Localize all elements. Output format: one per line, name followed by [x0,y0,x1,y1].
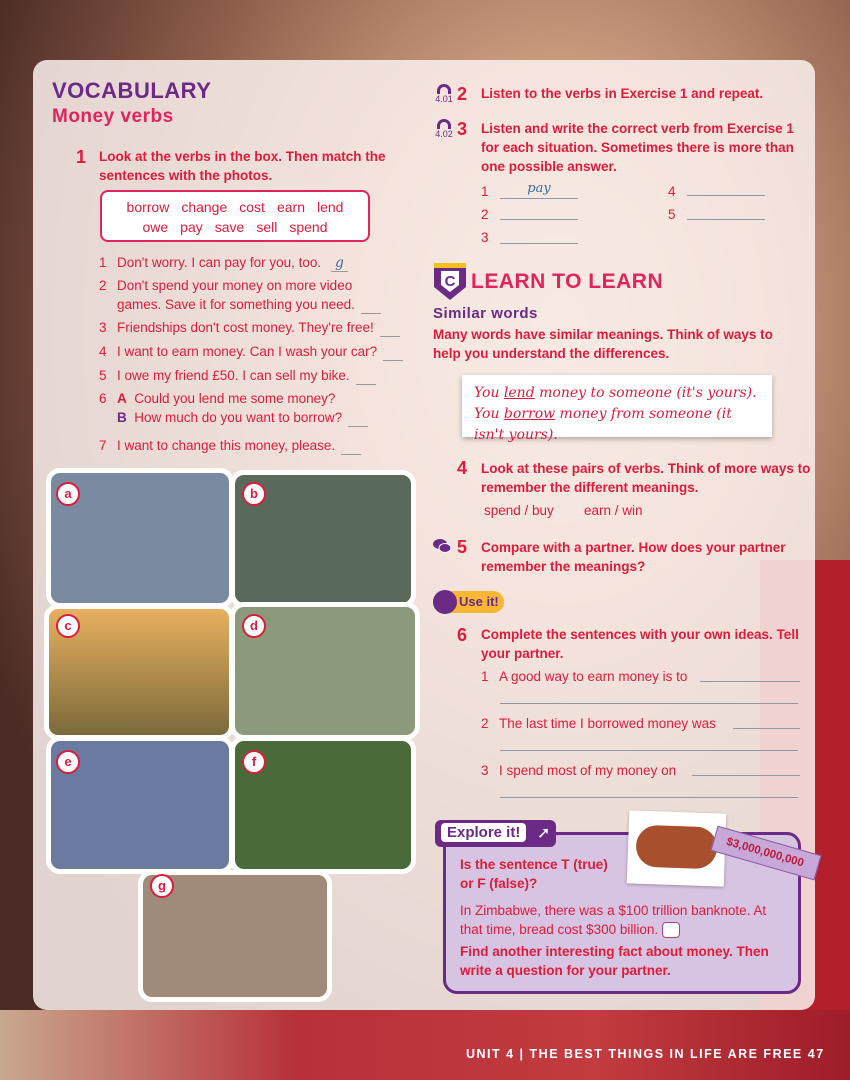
photo-label: b [242,482,266,506]
section-title: VOCABULARY [52,78,212,103]
answer-field[interactable] [687,200,765,220]
answer-number: 2 [481,207,489,222]
answer-number: 4 [668,184,676,199]
explore-question: Is the sentence T (true) or F (false)? [460,857,608,891]
answer-field[interactable] [500,690,798,704]
word: lend [316,199,344,215]
exercise-6-instruction: Complete the sentences with your own ideas. Tell your partner. [481,627,799,661]
list-item: 4 I want to earn money. Can I wash your car? [99,342,403,361]
exercise-5-instruction: Compare with a partner. How does your partner remember the meanings? [481,540,786,574]
answer-field[interactable] [500,224,578,244]
verb-pair: spend / buy [484,503,554,518]
use-it-icon [433,590,457,614]
word: cost [239,199,265,215]
answer-field[interactable] [500,200,578,220]
cursor-click-icon: ➚ [536,825,551,842]
photo-label: c [56,614,80,638]
word-box [100,190,370,242]
list-item: 6 A Could you lend me some money? B How much do you want to borrow? [99,389,368,427]
exercise-1-number: 1 [76,147,87,167]
answer-field[interactable] [692,762,800,776]
list-item: 3 I spend most of my money on [481,763,677,778]
price-tag: $3,000,000,000 [711,826,822,881]
exercise-3-instruction: Listen and write the correct verb from Exercise 1 for each situation. Sometimes there is more than one possible answer. [481,121,794,174]
list-item: 1 A good way to earn money is to [481,669,688,684]
example-note: You lend money to someone (it's yours). You borrow money from someone (it isn't yours). [462,375,772,437]
exercise-1-instruction: Look at the verbs in the box. Then match the sentences with the photos. [99,149,386,183]
explore-task: Find another interesting fact about money. Then write a question for your partner. [460,944,769,978]
learn-subtitle: Similar words [433,305,538,322]
svg-text:C: C [444,273,456,290]
answer-field[interactable] [733,715,800,729]
page-footer: UNIT 4 | THE BEST THINGS IN LIFE ARE FREE 47 [466,1047,825,1061]
photo-label: f [242,750,266,774]
answer-field[interactable] [500,784,798,798]
word: spend [289,219,328,235]
background-photo-bottom [0,1010,850,1080]
explore-fact: In Zimbabwe, there was a $100 trillion banknote. At that time, bread cost $300 billion. [460,903,767,937]
word: borrow [126,199,170,215]
list-item: 3 Friendships don't cost money. They're free! [99,318,400,337]
answer-field[interactable]: g [331,255,348,272]
answer-field[interactable] [500,737,798,751]
answer-number: 1 [481,184,489,199]
list-item: 1 Don't worry. I can pay for you, too. g [99,253,348,273]
answer-field[interactable]: pay [500,181,578,199]
answer-number: 3 [481,230,489,245]
list-item: 2 The last time I borrowed money was [481,716,716,731]
word: pay [180,219,203,235]
answer-field[interactable] [383,360,403,361]
photo-label: d [242,614,266,638]
learn-to-learn-shield-icon [433,261,467,301]
answer-field[interactable] [356,384,376,385]
exercise-2-instruction: Listen to the verbs in Exercise 1 and repeat. [481,86,764,101]
verb-pair: earn / win [584,503,643,518]
use-it-badge: Use it! [433,591,504,613]
headphones-icon[interactable]: 4.01 [434,84,454,104]
speech-bubbles-icon [433,538,451,554]
learn-intro: Many words have similar meanings. Think of ways to help you understand the differences. [433,327,773,361]
answer-number: 5 [668,207,676,222]
exercise-4-instruction: Look at these pairs of verbs. Think of more ways to remember the different meanings. [481,461,811,495]
list-item: 5 I owe my friend £50. I can sell my bike. [99,366,376,385]
answer-field[interactable] [687,176,765,196]
headphones-icon[interactable]: 4.02 [434,119,454,139]
exercise-2-number: 2 [457,84,468,104]
true-false-checkbox[interactable] [662,922,680,938]
exercise-5-number: 5 [457,537,468,557]
photo-label: g [150,874,174,898]
answer-field[interactable] [348,426,368,427]
explore-it-label: Explore it! ➚ [435,820,556,847]
photo-label: a [56,482,80,506]
exercise-3-number: 3 [457,119,468,139]
section-subtitle: Money verbs [52,106,174,127]
exercise-4-number: 4 [457,458,468,478]
answer-field[interactable] [700,668,800,682]
answer-field[interactable] [341,454,361,455]
word: owe [142,219,169,235]
word: sell [256,219,278,235]
word: change [181,199,228,215]
word: save [214,219,245,235]
word: earn [276,199,305,215]
exercise-6-number: 6 [457,625,468,645]
answer-field[interactable] [361,313,381,314]
photo-label: e [56,750,80,774]
list-item: 2 Don't spend your money on more video games. Save it for something you need. [99,276,381,314]
list-item: 7 I want to change this money, please. [99,436,361,455]
learn-to-learn-title: LEARN TO LEARN [471,270,664,293]
answer-field[interactable] [380,336,400,337]
